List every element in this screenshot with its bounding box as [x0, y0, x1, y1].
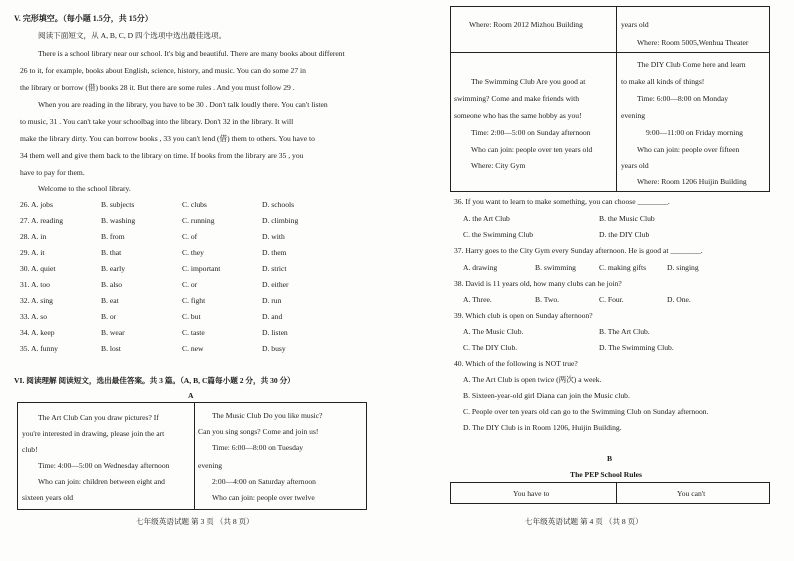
- option-31-d: D. either: [262, 280, 289, 289]
- option-27-d: D. climbing: [262, 216, 299, 225]
- swimming-club-line: someone who has the same hobby as you!: [454, 111, 582, 120]
- option-37-b: B. swimming: [535, 263, 576, 272]
- diy-club-line: Where: Room 1206 Huijin Building: [637, 177, 747, 186]
- option-37-c: C. making gifts: [599, 263, 647, 272]
- option-31-c: C. or: [182, 280, 198, 289]
- diy-club-line: Time: 6:00—8:00 on Monday: [637, 94, 729, 103]
- option-34-d: D. listen: [262, 328, 288, 337]
- option-40-c: C. People over ten years old can go to the Swimming Club on Sunday afternoon.: [463, 407, 709, 416]
- diy-club-line: to make all kinds of things!: [621, 77, 705, 86]
- option-29-b: B. that: [101, 248, 122, 257]
- option-33-a: 33. A. so: [20, 312, 48, 321]
- music-club-where: Where: Room 5005,Wenhua Theater: [637, 38, 749, 47]
- rules-title: The PEP School Rules: [570, 470, 642, 479]
- option-38-a: A. Three.: [463, 295, 492, 304]
- option-30-b: B. early: [101, 264, 126, 273]
- option-30-a: 30. A. quiet: [20, 264, 56, 273]
- page-footer: 七年级英语试题 第 4 页 （共 8 页）: [525, 517, 643, 526]
- option-34-c: C. taste: [182, 328, 205, 337]
- option-39-d: D. The Swimming Club.: [599, 343, 674, 352]
- option-36-b: B. the Music Club: [599, 214, 655, 223]
- rules-header-have-to: You have to: [513, 489, 550, 498]
- option-35-c: C. new: [182, 344, 204, 353]
- passage-line: have to pay for them.: [20, 168, 85, 177]
- option-36-c: C. the Swimming Club: [463, 230, 534, 239]
- art-club-line: Who can join: children between eight and: [38, 477, 165, 486]
- option-39-c: C. The DIY Club.: [463, 343, 518, 352]
- swimming-club-line: Where: City Gym: [471, 161, 526, 170]
- diy-club-line: The DIY Club Come here and learn: [637, 60, 746, 69]
- option-35-b: B. lost: [101, 344, 121, 353]
- swimming-club-line: Who can join: people over ten years old: [471, 145, 593, 154]
- music-club-line: 2:00—4:00 on Saturday afternoon: [212, 477, 316, 486]
- option-26-c: C. clubs: [182, 200, 207, 209]
- option-38-b: B. Two.: [535, 295, 560, 304]
- music-club-line: evening: [198, 461, 223, 470]
- option-38-d: D. One.: [667, 295, 691, 304]
- table-divider: [616, 6, 617, 192]
- rules-table: [450, 482, 770, 504]
- option-27-b: B. washing: [101, 216, 136, 225]
- option-27-c: C. running: [182, 216, 215, 225]
- section6-title: VI. 阅读理解 阅读短文，选出最佳答案。共 3 篇。（A, B, C篇每小题 2 分，共 30 分）: [14, 376, 295, 385]
- art-club-line: The Art Club Can you draw pictures? If: [38, 413, 159, 422]
- option-28-d: D. with: [262, 232, 285, 241]
- option-34-b: B. wear: [101, 328, 125, 337]
- option-36-a: A. the Art Club: [463, 214, 510, 223]
- diy-club-line: Who can join: people over fifteen: [637, 145, 740, 154]
- option-40-a: A. The Art Club is open twice (两次) a week.: [463, 375, 602, 384]
- option-32-d: D. run: [262, 296, 282, 305]
- option-38-c: C. Four.: [599, 295, 624, 304]
- swimming-club-line: Time: 2:00—5:00 on Sunday afternoon: [471, 128, 591, 137]
- page-footer: 七年级英语试题 第 3 页 （共 8 页）: [136, 517, 254, 526]
- section5-instruction: 阅读下面短文，从 A, B, C, D 四个选项中选出最佳选项。: [38, 31, 227, 40]
- swimming-club-line: swimming? Come and make friends with: [454, 94, 580, 103]
- passage-b-label: B: [607, 454, 613, 463]
- option-29-d: D. them: [262, 248, 287, 257]
- option-29-c: C. they: [182, 248, 204, 257]
- rules-header-cant: You can't: [677, 489, 706, 498]
- option-26-a: 26. A. jobs: [20, 200, 53, 209]
- passage-line: make the library dirty. You can borrow books , 33 you can't lend (借) them to others. You have to: [20, 134, 315, 143]
- option-31-b: B. also: [101, 280, 123, 289]
- question-40: 40. Which of the following is NOT true?: [454, 359, 578, 368]
- option-37-a: A. drawing: [463, 263, 498, 272]
- question-36: 36. If you want to learn to make something, you can choose ________.: [454, 197, 670, 206]
- option-29-a: 29. A. it: [20, 248, 45, 257]
- passage-line: 34 them well and give them back to the library on time. If books from the library are 35 , you: [20, 151, 304, 160]
- option-30-c: C. important: [182, 264, 221, 273]
- option-40-d: D. The DIY Club is in Room 1206, Huijin Building.: [463, 423, 622, 432]
- diy-club-line: years old: [621, 161, 649, 170]
- option-31-a: 31. A. too: [20, 280, 50, 289]
- passage-line: to music, 31 . You can't take your schoolbag into the library. Don't 32 in the library. It will: [20, 117, 294, 126]
- option-35-d: D. busy: [262, 344, 286, 353]
- passage-line: When you are reading in the library, you have to be 30 . Don't talk loudly there. You can't listen: [38, 100, 328, 109]
- art-club-line: sixteen years old: [22, 493, 74, 502]
- art-club-line: Time: 4:00—5:00 on Wednesday afternoon: [38, 461, 170, 470]
- question-39: 39. Which club is open on Sunday afternoon?: [454, 311, 593, 320]
- music-club-line: Time: 6:00—8:00 on Tuesday: [212, 443, 304, 452]
- option-34-a: 34. A. keep: [20, 328, 55, 337]
- passage-line: 26 to it, for example, books about English, science, history, and music. You can do some 27 in: [20, 66, 306, 75]
- passage-line: the library or borrow (借) books 28 it. But there are some rules . And you must follow 29 .: [20, 83, 295, 92]
- option-33-c: C. but: [182, 312, 201, 321]
- table-divider: [616, 482, 617, 504]
- table-row-divider: [450, 52, 770, 53]
- option-32-a: 32. A. sing: [20, 296, 53, 305]
- music-club-line: The Music Club Do you like music?: [212, 411, 323, 420]
- table-divider: [194, 402, 195, 510]
- option-35-a: 35. A. funny: [20, 344, 58, 353]
- option-32-c: C. fight: [182, 296, 206, 305]
- art-club-line: club!: [22, 445, 38, 454]
- right-exam-page: [397, 0, 794, 561]
- question-38: 38. David is 11 years old, how many clubs can he join?: [454, 279, 622, 288]
- option-28-b: B. from: [101, 232, 125, 241]
- art-club-where: Where: Room 2012 Mizhou Building: [469, 20, 583, 29]
- option-33-b: B. or: [101, 312, 117, 321]
- art-club-line: you're interested in drawing, please join the art: [22, 429, 165, 438]
- swimming-club-line: The Swimming Club Are you good at: [471, 77, 586, 86]
- section5-title: V. 完形填空。（每小题 1.5分，共 15分）: [14, 14, 153, 23]
- passage-a-label: A: [188, 391, 194, 400]
- music-club-line: Who can join: people over twelve: [212, 493, 315, 502]
- option-26-b: B. subjects: [101, 200, 135, 209]
- option-30-d: D. strict: [262, 264, 287, 273]
- passage-line: Welcome to the school library.: [38, 184, 131, 193]
- option-26-d: D. schools: [262, 200, 295, 209]
- option-33-d: D. and: [262, 312, 283, 321]
- option-40-b: B. Sixteen-year-old girl Diana can join the Music club.: [463, 391, 630, 400]
- music-club-line: Can you sing songs? Come and join us!: [198, 427, 319, 436]
- diy-club-line: evening: [621, 111, 646, 120]
- music-club-line: years old: [621, 20, 649, 29]
- option-39-a: A. The Music Club.: [463, 327, 524, 336]
- option-39-b: B. The Art Club.: [599, 327, 650, 336]
- option-28-a: 28. A. in: [20, 232, 47, 241]
- option-28-c: C. of: [182, 232, 198, 241]
- passage-line: There is a school library near our school. It's big and beautiful. There are many books about different: [38, 49, 345, 58]
- question-37: 37. Harry goes to the City Gym every Sunday afternoon. He is good at ________.: [454, 246, 703, 255]
- option-27-a: 27. A. reading: [20, 216, 64, 225]
- option-37-d: D. singing: [667, 263, 699, 272]
- option-36-d: D. the DIY Club: [599, 230, 650, 239]
- option-32-b: B. eat: [101, 296, 119, 305]
- diy-club-line: 9:00—11:00 on Friday morning: [646, 128, 743, 137]
